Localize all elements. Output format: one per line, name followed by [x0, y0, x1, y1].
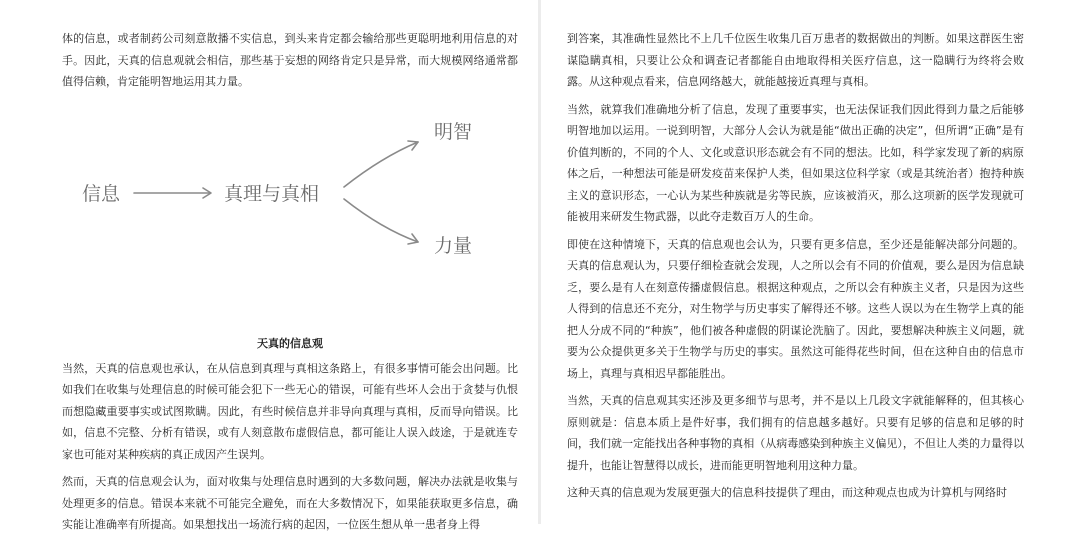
left-paragraph-2: 当然，天真的信息观也承认，在从信息到真理与真相这条路上，有很多事情可能会出问题。比如我们在收集与处理信息的时候可能会犯下一些无心的错误，可能有些坏人会出于贪婪与仇恨而想隐藏重要事实或试图欺瞒。因此，有些时候信息并非导向真理与真相，反而导向错误。比如，信息不完整、分析有错误，或有人刻意散布虚假信息，都可能让人误入歧途，于是就连专家也可能对某种疾病的真正成因产生误判。 [62, 361, 518, 461]
section-heading: 天真的信息观 [257, 336, 323, 350]
diagram-label-truth: 真理与真相 [224, 182, 320, 205]
right-paragraph-5: 这种天真的信息观为发展更强大的信息科技提供了理由，而这种观点也成为计算机与网络时 [567, 486, 1007, 499]
diagram-label-wisdom: 明智 [434, 120, 473, 143]
left-paragraph-1: 体的信息，或者制药公司刻意散播不实信息，到头来肯定都会输给那些更聪明地利用信息的对手。因此，天真的信息观就会相信，那些基于妄想的网络肯定只是异常，而大规模网络通常都值得信赖，肯定能明智地运用其力量。 [62, 32, 518, 88]
right-paragraph-1: 到答案，其准确性显然比不上几千位医生收集几百万患者的数据做出的判断。如果这群医生密谋隐瞒真相，只要让公众和调查记者都能自由地取得相关医疗信息，这一隐瞒行为终将会败露。从这种观点看来，信息网络越大，就能越接近真理与真相。 [567, 32, 1024, 88]
arrow-truth-to-wisdom [344, 142, 418, 187]
information-flow-diagram [62, 99, 518, 287]
arrow-truth-to-power [344, 199, 418, 242]
right-paragraph-3: 即使在这种情境下，天真的信息观也会认为，只要有更多信息，至少还是能解决部分问题的。天真的信息观认为，只要仔细检查就会发现，人之所以会有不同的价值观，要么是因为信息缺乏，要么是有人在刻意传播虚假信息。根据这种观点，之所以会有种族主义者，只是因为这些人得到的信息还不充分，对生物学与历史事实了解得还不够。这些人误以为在生物学上真的能把人分成不同的“种族”，他们被各种虚假的阴谋论洗脑了。因此，要想解决种族主义问题，就要为公众提供更多关于生物学与历史的事实。虽然这可能得花些时间，但在这种自由的信息市场上，真理与真相迟早都能胜出。 [567, 237, 1024, 380]
right-paragraph-2: 当然，就算我们准确地分析了信息，发现了重要事实，也无法保证我们因此得到力量之后能够明智地加以运用。一说到明智，大部分人会认为就是能“做出正确的决定”，但所谓“正确”是有价值判断的，不同的个人、文化或意识形态就会有不同的想法。比如，科学家发现了新的病原体之后，一种想法可能是研发疫苗来保护人类，但如果这位科学家（或是其统治者）抱持种族主义的意识形态，一心认为某些种族就是劣等民族，应该被消灭，那么这项新的医学发现就可能被用来研发生物武器，以此夺走数百万人的生命。 [567, 102, 1024, 223]
diagram-label-power: 力量 [434, 234, 473, 257]
left-page [0, 0, 538, 531]
diagram-label-information: 信息 [82, 182, 121, 205]
right-paragraph-4: 当然，天真的信息观其实还涉及更多细节与思考，并不是以上几段文字就能解释的，但其核心原则就是：信息本质上是件好事，我们拥有的信息越多越好。只要有足够的信息和足够的时间，我们就一定能找出各种事物的真相（从病毒感染到种族主义偏见），不但让人类的力量得以提升，也能让智慧得以成长，进而能更明智地利用这种力量。 [567, 394, 1024, 472]
right-page [541, 0, 1080, 524]
left-paragraph-3: 然而，天真的信息观会认为，面对收集与处理信息时遇到的大多数问题，解决办法就是收集与处理更多的信息。错误本来就不可能完全避免，而在大多数情况下，如果能获取更多信息，确实能让准确率有所提高。如果想找出一场流行病的起因，一位医生想从单一患者身上得 [62, 475, 518, 531]
